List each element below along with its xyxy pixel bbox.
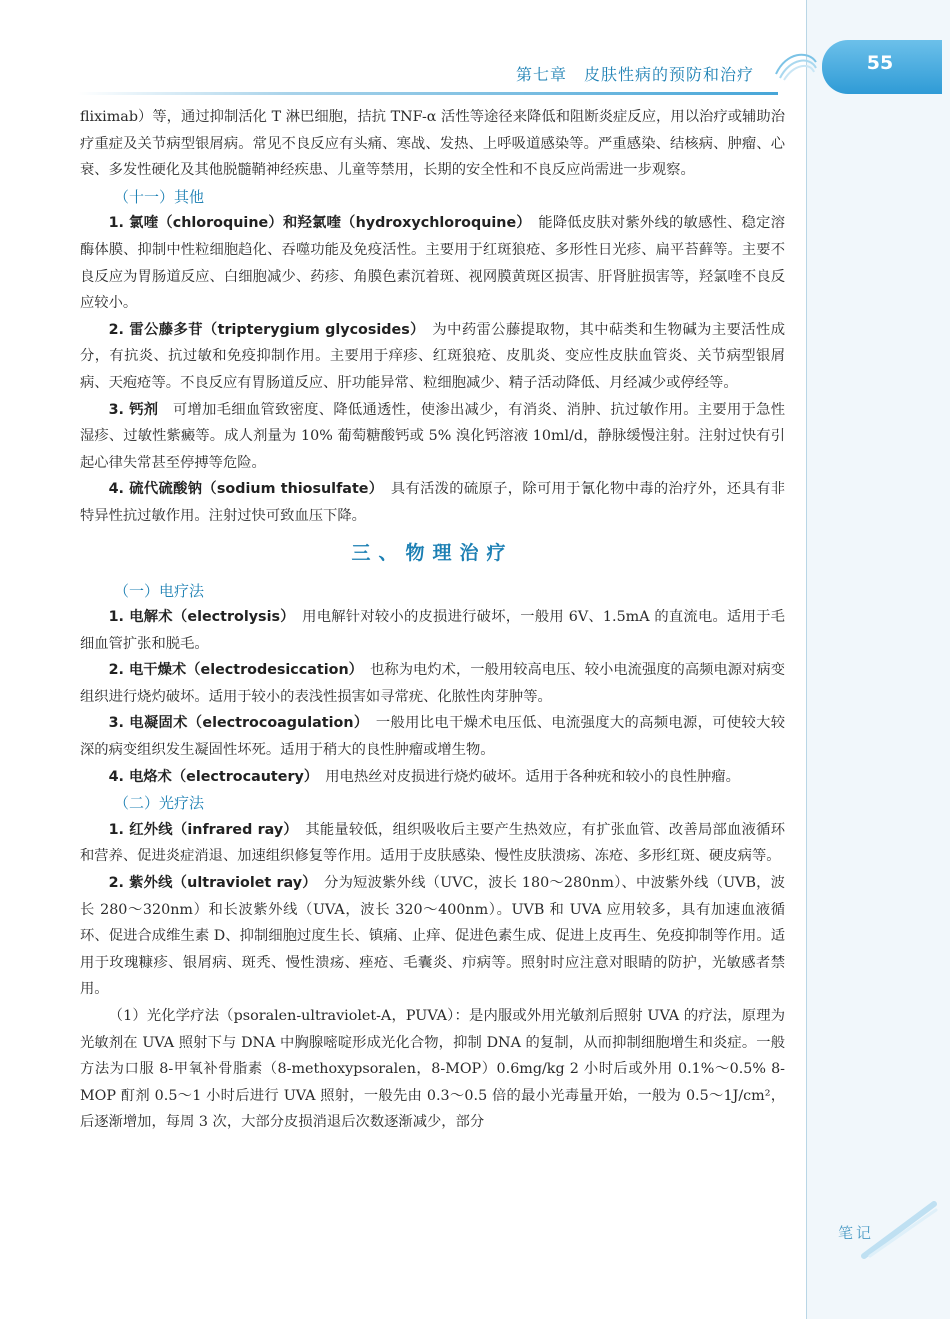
paragraph <box>80 657 785 710</box>
paragraph-text: 用电解针对较小的皮损进行破坏，一般用 6V、1.5mA 的直流电。适用于毛细血管扩张和脱毛。 <box>80 609 785 652</box>
term: 4. 电烙术（electrocautery） <box>108 768 311 785</box>
notes-margin-band <box>806 0 950 1319</box>
paragraph-text: 一般用比电干燥术电压低、电流强度大的高频电源，可使较大较深的病变组织发生凝固性坏死。适用于稍大的良性肿瘤或增生物。 <box>80 715 785 759</box>
paragraph <box>80 476 785 529</box>
term: 1. 电解术（electrolysis） <box>108 609 288 626</box>
subsection-heading-other: （十一）其他 <box>114 187 205 206</box>
paragraph <box>80 317 785 397</box>
term: 2. 紫外线（ultraviolet ray） <box>108 875 310 892</box>
paragraph-text: 具有活泼的硫原子，除可用于氰化物中毒的治疗外，还具有非特异性抗过敏作用。注射过快可致血压下降。 <box>80 481 785 524</box>
paragraph: （1）光化学疗法（psoralen-ultraviolet-A，PUVA）：是内服或外用光敏剂后照射 UVA 的疗法，原理为光敏剂在 UVA 照射下与 DNA 中胸腺嘧啶形成光化合物，抑制 DNA 的复制，从而抑制细胞增生和炎症。一般方法为口服 8-甲氧补骨脂素（8-methoxypsoralen，8-MOP）0.6mg/kg 2 小时后或外用 0.1%～0.5% 8-MOP 酊剂 0.5～1 小时后进行 UVA 照射，一般先由 0.3～0.5 倍的最小光毒量开始，一般为 0.5～1J/cm²，后逐渐增加，每周 3 次，大部分皮损消退后次数逐渐减少，部分 <box>80 1008 785 1131</box>
paragraph-text: 其能量较低，组织吸收后主要产生热效应，有扩张血管、改善局部血液循环和营养、促进炎症消退、加速组织修复等作用。适用于皮肤感染、慢性皮肤溃疡、冻疮、多形红斑、硬皮病等。 <box>80 821 785 865</box>
paragraph: fliximab）等，通过抑制活化 T 淋巴细胞，拮抗 TNF-α 活性等途径来降低和阻断炎症反应，用以治疗或辅助治疗重症及关节病型银屑病。常见不良反应有头痛、寒战、发热、上呼吸道感染等。严重感染、结核病、肿瘤、心衰、多发性硬化及其他脱髓鞘神经疾患、儿童等禁用，长期的安全性和不良反应尚需进一步观察。 <box>80 109 785 179</box>
term: 3. 钙剂 <box>108 401 159 418</box>
subsection-heading-electrotherapy: （一）电疗法 <box>114 581 205 600</box>
paragraph-text: 用电热丝对皮损进行烧灼破坏。适用于各种疣和较小的良性肿瘤。 <box>310 768 740 785</box>
chapter-title: 第七章 皮肤性病的预防和治疗 <box>515 65 754 84</box>
paragraph-text: 分为短波紫外线（UVC，波长 180～280nm）、中波紫外线（UVB，波长 280～320nm）和长波紫外线（UVA，波长 320～400nm）。UVB 和 UVA 应用较多，具有加速血液循环、促进合成维生素 D、抑制细胞过度生长、镇痛、止痒、促进色素生成、促进上皮再生、免疫抑制等作用。适用于玫瑰糠疹、银屑病、斑秃、慢性溃疡、痤疮、毛囊炎、疖病等。照射时应注意对眼睛的防护，光敏感者禁用。 <box>80 875 785 998</box>
section-heading-physical-therapy: 三、物理治疗 <box>351 541 514 564</box>
term: 1. 红外线（infrared ray） <box>108 821 291 838</box>
page-header <box>0 0 950 100</box>
swirl-ornament-icon <box>772 44 820 84</box>
paragraph <box>80 817 785 870</box>
notes-label: 笔记 <box>838 1224 875 1242</box>
paragraph <box>80 210 785 316</box>
paragraph <box>80 870 785 1003</box>
paragraph-text: 为中药雷公藤提取物，其中萜类和生物碱为主要活性成分，有抗炎、抗过敏和免疫抑制作用。主要用于痒疹、红斑狼疮、皮肌炎、变应性皮肤血管炎、关节病型银屑病、天疱疮等。不良反应有胃肠道反应、肝功能异常、粒细胞减少、精子活动降低、月经减少或停经等。 <box>80 321 785 391</box>
paragraph <box>80 397 785 477</box>
header-rule <box>78 92 778 95</box>
margin-divider <box>806 0 807 1319</box>
paragraph-text: 可增加毛细血管致密度、降低通透性，使渗出减少，有消炎、消肿、抗过敏作用。主要用于急性湿疹、过敏性紫癜等。成人剂量为 10% 葡萄糖酸钙或 5% 溴化钙溶液 10ml/d，静脉缓慢注射。注射过快有引起心律失常甚至停搏等危险。 <box>80 401 785 471</box>
term: 1. 氯喹（chloroquine）和羟氯喹（hydroxychloroquine） <box>108 215 524 232</box>
subsection-heading-phototherapy: （二）光疗法 <box>114 794 205 813</box>
paragraph <box>80 710 785 763</box>
term: 2. 电干燥术（electrodesiccation） <box>108 662 356 679</box>
page-body <box>80 104 785 1136</box>
paragraph <box>80 764 785 791</box>
term: 2. 雷公藤多苷（tripterygium glycosides） <box>108 321 418 338</box>
paragraph <box>80 604 785 657</box>
term: 4. 硫代硫酸钠（sodium thiosulfate） <box>108 481 377 498</box>
term: 3. 电凝固术（electrocoagulation） <box>108 715 362 732</box>
page-number: 55 <box>866 52 894 74</box>
paragraph-text: 能降低皮肤对紫外线的敏感性、稳定溶酶体膜、抑制中性粒细胞趋化、吞噬功能及免疫活性。主要用于红斑狼疮、多形性日光疹、扁平苔藓等。主要不良反应为胃肠道反应、白细胞减少、药疹、角膜色素沉着斑、视网膜黄斑区损害、肝肾脏损害等，羟氯喹不良反应较小。 <box>80 215 785 312</box>
paragraph-text: 也称为电灼术，一般用较高电压、较小电流强度的高频电源对病变组织进行烧灼破坏。适用于较小的表浅性损害如寻常疣、化脓性肉芽肿等。 <box>80 662 785 705</box>
